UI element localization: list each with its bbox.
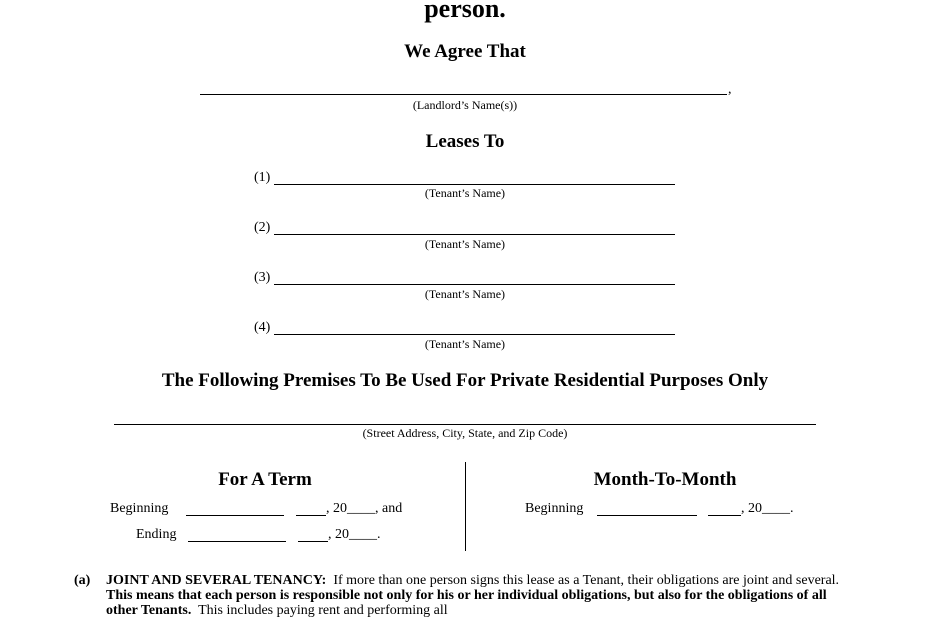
- tenant-3-number: (3): [254, 270, 271, 285]
- leases-to-heading: Leases To: [425, 131, 505, 152]
- tenant-4-caption: (Tenant’s Name): [424, 337, 506, 351]
- tenant-2-caption: (Tenant’s Name): [424, 237, 506, 251]
- term-beginning-date-line[interactable]: [186, 515, 284, 516]
- tenant-1-number: (1): [254, 170, 271, 185]
- premises-caption: (Street Address, City, State, and Zip Code): [362, 426, 568, 440]
- month-beginning-date-line[interactable]: [597, 515, 697, 516]
- page-title: person.: [424, 0, 506, 23]
- term-beginning-day-line[interactable]: [296, 515, 326, 516]
- tenant-1-caption: (Tenant’s Name): [424, 186, 506, 200]
- term-ending-label: Ending: [136, 527, 177, 542]
- tenant-2-name-line[interactable]: [274, 234, 675, 235]
- term-ending-date-line[interactable]: [188, 541, 286, 542]
- tenant-4-name-line[interactable]: [274, 334, 675, 335]
- clause-a-text1: If more than one person signs this lease as a Tenant, their obligations are joint and several.: [333, 573, 840, 588]
- we-agree-heading: We Agree That: [404, 41, 526, 62]
- tenant-2-number: (2): [254, 220, 271, 235]
- month-heading: Month-To-Month: [593, 469, 737, 490]
- clause-a-bold1: This means that each person is responsible not only for his or her individual obligations, but also for the obligations of all other Tenants.: [106, 588, 827, 618]
- month-beginning-day-line[interactable]: [708, 515, 741, 516]
- term-ending-day-line[interactable]: [298, 541, 328, 542]
- clause-a-lead: JOINT AND SEVERAL TENANCY:: [106, 573, 327, 588]
- tenant-1-name-line[interactable]: [274, 184, 675, 185]
- month-beginning-label: Beginning: [525, 501, 584, 516]
- term-beginning-tail: , 20____, and: [326, 501, 403, 516]
- clause-a-text2: This includes paying rent and performing all: [198, 603, 448, 618]
- premises-heading: The Following Premises To Be Used For Private Residential Purposes Only: [161, 370, 769, 391]
- landlord-comma: ,: [728, 82, 732, 97]
- tenant-3-caption: (Tenant’s Name): [424, 287, 506, 301]
- tenant-4-number: (4): [254, 320, 271, 335]
- term-ending-tail: , 20____.: [328, 527, 381, 542]
- month-beginning-tail: , 20____.: [741, 501, 794, 516]
- landlord-caption: (Landlord’s Name(s)): [412, 98, 518, 112]
- landlord-name-line[interactable]: [200, 94, 727, 95]
- term-heading: For A Term: [218, 469, 312, 490]
- clause-a-body: [106, 573, 846, 618]
- clause-a-label: (a): [74, 573, 91, 588]
- premises-address-line[interactable]: [114, 424, 816, 425]
- term-beginning-label: Beginning: [110, 501, 169, 516]
- tenant-3-name-line[interactable]: [274, 284, 675, 285]
